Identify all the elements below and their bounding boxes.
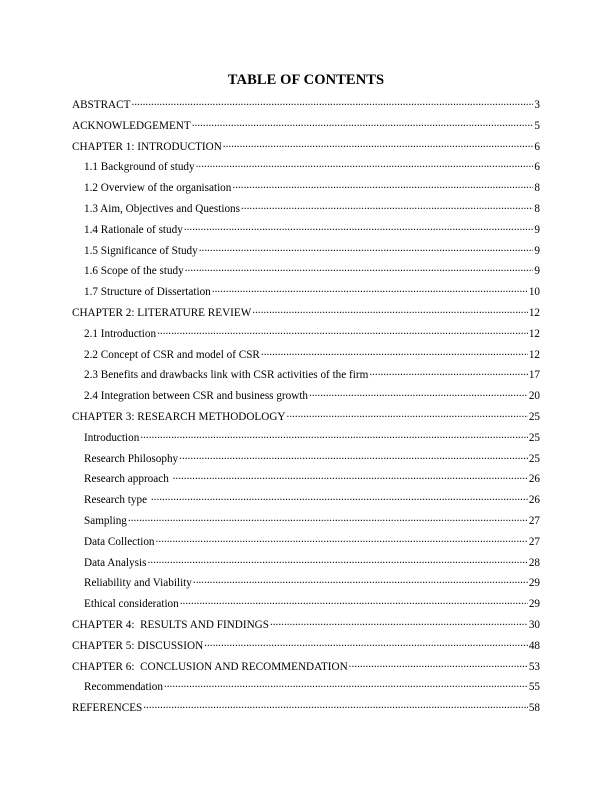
toc-entry-label: Research Philosophy [84,452,179,465]
toc-entry-label: Data Collection [84,535,155,548]
toc-entry-label: 2.3 Benefits and drawbacks link with CSR activities of the firm [84,369,369,382]
toc-entry-label: CHAPTER 5: DISCUSSION [72,639,204,652]
toc-entry[interactable] [72,553,540,574]
toc-dot-leader [232,178,533,191]
toc-entry-page-number: 26 [528,494,540,507]
toc-entry[interactable] [72,220,540,241]
toc-dot-leader [185,261,534,274]
toc-entry-page-number: 58 [528,702,540,715]
toc-entry-page-number: 12 [528,306,540,319]
toc-entry-page-number: 9 [534,223,540,236]
toc-entry[interactable] [72,365,540,386]
toc-entry-page-number: 5 [534,119,540,132]
toc-dot-leader [143,698,528,711]
toc-entry[interactable] [72,137,540,158]
toc-entry-label: CHAPTER 4: RESULTS AND FINDINGS [72,618,269,631]
toc-entry-page-number: 53 [528,660,540,673]
toc-entry-page-number: 29 [528,598,540,611]
toc-entry[interactable] [72,303,540,324]
toc-entry-label: 1.7 Structure of Dissertation [84,286,211,299]
toc-entry-page-number: 10 [528,286,540,299]
toc-entry-page-number: 8 [534,182,540,195]
toc-entry-page-number: 6 [534,140,540,153]
toc-entry[interactable] [72,449,540,470]
toc-entry-page-number: 6 [534,161,540,174]
toc-dot-leader [193,573,528,586]
toc-entry[interactable] [72,636,540,657]
toc-entry[interactable] [72,95,540,116]
toc-dot-leader [151,490,528,503]
toc-entry-page-number: 28 [528,556,540,569]
toc-entry-label: Reliability and Viability [84,577,192,590]
toc-entry-page-number: 25 [528,452,540,465]
toc-entry[interactable] [72,407,540,428]
toc-entry-label: Ethical consideration [84,598,179,611]
toc-entry[interactable] [72,511,540,532]
toc-entry-label: ACKNOWLEDGEMENT [72,119,191,132]
toc-dot-leader [156,532,528,545]
toc-entry-page-number: 17 [528,369,540,382]
toc-entry-label: ABSTRACT [72,99,131,111]
toc-entry[interactable] [72,677,540,698]
toc-dot-leader [140,428,528,441]
toc-entry-label: 1.2 Overview of the organisation [84,182,232,195]
toc-entry-page-number: 9 [534,244,540,257]
toc-entry-label: 1.6 Scope of the study [84,265,184,278]
toc-entry-label: REFERENCES [72,702,143,715]
toc-entry-page-number: 20 [528,390,540,403]
toc-dot-leader [261,345,528,358]
toc-entry-page-number: 9 [534,265,540,278]
toc-dot-leader [241,199,533,212]
toc-entry-label: 1.5 Significance of Study [84,244,198,257]
toc-dot-leader [128,511,528,524]
toc-dot-leader [252,303,528,316]
toc-entry-page-number: 27 [528,535,540,548]
toc-entry-page-number: 55 [528,681,540,694]
toc-dot-leader [179,449,528,462]
toc-dot-leader [147,553,527,566]
toc-entry[interactable] [72,469,540,490]
toc-entry-page-number: 30 [528,618,540,631]
toc-entry-page-number: 26 [528,473,540,486]
toc-entry-label: CHAPTER 2: LITERATURE REVIEW [72,306,252,319]
toc-entry-page-number: 27 [528,514,540,527]
toc-entry-label: 1.4 Rationale of study [84,223,183,236]
toc-dot-leader [369,365,528,378]
toc-entry[interactable] [72,573,540,594]
toc-entry[interactable] [72,657,540,678]
toc-entry-page-number: 12 [528,348,540,361]
toc-entry[interactable] [72,532,540,553]
toc-dot-leader [164,677,528,690]
toc-entry[interactable] [72,594,540,615]
toc-entry[interactable] [72,428,540,449]
toc-dot-leader [157,324,528,337]
toc-entry[interactable] [72,178,540,199]
toc-entry[interactable] [72,386,540,407]
toc-dot-leader [287,407,528,420]
toc-dot-leader [173,469,528,482]
toc-entry[interactable] [72,615,540,636]
toc-dot-leader [196,157,534,170]
toc-dot-leader [192,116,534,129]
toc-dot-leader [270,615,528,628]
toc-dot-leader [180,594,528,607]
toc-entry-page-number: 8 [534,202,540,215]
toc-entry-label: 1.3 Aim, Objectives and Questions [84,202,240,215]
toc-entry[interactable] [72,157,540,178]
toc-dot-leader [223,137,534,150]
toc-dot-leader [184,220,534,233]
toc-entry-label: 1.1 Background of study [84,161,195,174]
toc-entry-label: CHAPTER 3: RESEARCH METHODOLOGY [72,410,286,423]
toc-list [72,95,540,719]
toc-entry-label: Data Analysis [84,556,147,569]
toc-dot-leader [349,657,528,670]
toc-entry[interactable] [72,241,540,262]
toc-entry-page-number: 25 [528,410,540,423]
toc-entry[interactable] [72,261,540,282]
toc-dot-leader [199,241,534,254]
toc-dot-leader [131,95,533,108]
toc-entry-label: CHAPTER 6: CONCLUSION AND RECOMMENDATION [72,660,348,673]
toc-entry-label: Sampling [84,514,127,527]
toc-entry[interactable] [72,345,540,366]
toc-entry[interactable] [72,698,540,719]
toc-entry-page-number: 29 [528,577,540,590]
toc-title: TABLE OF CONTENTS [227,72,385,88]
toc-entry[interactable] [72,116,540,137]
toc-entry-label: 2.4 Integration between CSR and business growth [84,390,309,403]
toc-dot-leader [212,282,528,295]
toc-entry[interactable] [72,324,540,345]
toc-entry-label: CHAPTER 1: INTRODUCTION [72,140,222,153]
toc-entry-label: Introduction [84,431,140,444]
toc-entry-label: 2.1 Introduction [84,327,157,340]
toc-entry-label: Recommendation [84,681,163,694]
toc-entry-page-number: 48 [528,639,540,652]
toc-entry-page-number: 3 [534,99,540,111]
toc-dot-leader [204,636,528,649]
toc-entry-page-number: 12 [528,327,540,340]
toc-entry[interactable] [72,490,540,511]
toc-entry[interactable] [72,282,540,303]
toc-entry[interactable] [72,199,540,220]
toc-entry-label: Research approach [84,473,172,486]
toc-entry-label: 2.2 Concept of CSR and model of CSR [84,348,260,361]
toc-entry-page-number: 25 [528,431,540,444]
toc-dot-leader [309,386,528,399]
toc-entry-label: Research type [84,494,150,507]
